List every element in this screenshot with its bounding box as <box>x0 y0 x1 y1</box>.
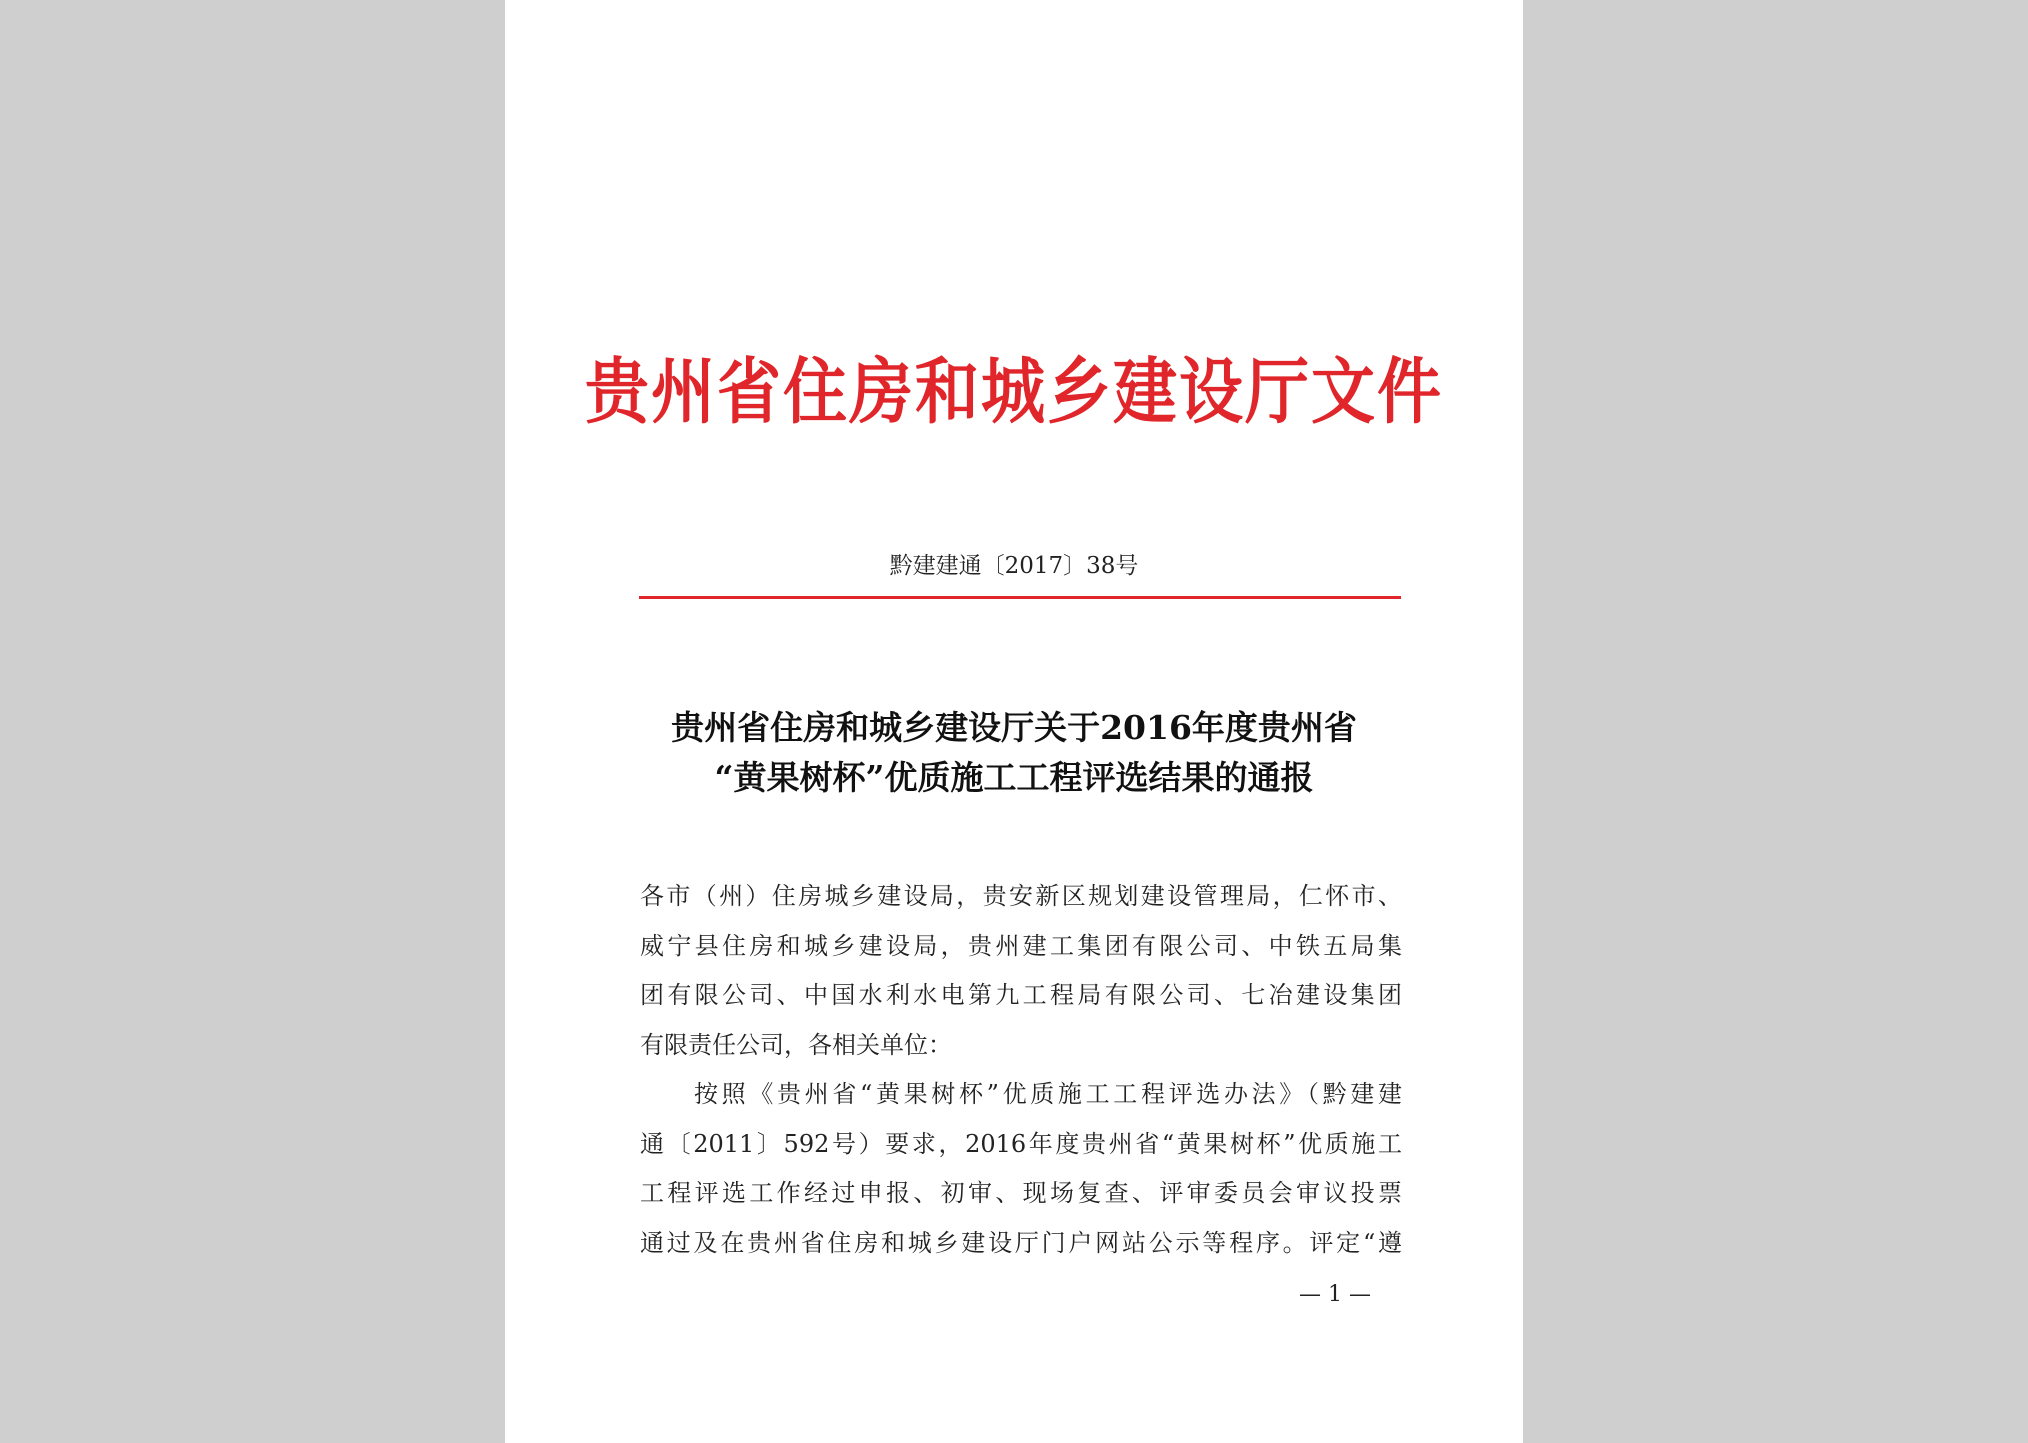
document-number: 黔建建通〔2017〕38号 <box>889 553 1139 579</box>
title-line: “黄果树杯”优质施工工程评选结果的通报 <box>714 758 1314 797</box>
red-divider <box>639 596 1401 599</box>
body-line: 威宁县住房和城乡建设局，贵州建工集团有限公司、中铁五局集 <box>640 931 1402 960</box>
title-line: 贵州省住房和城乡建设厅关于2016年度贵州省 <box>671 708 1357 747</box>
body-line: 团有限公司、中国水利水电第九工程局有限公司、七冶建设集团 <box>640 981 1402 1009</box>
body-line: 有限责任公司，各相关单位： <box>640 1030 952 1059</box>
page-number: — 1 — <box>1299 1282 1371 1307</box>
document-title <box>505 703 1523 803</box>
body-line: 工程评选工作经过申报、初审、现场复查、评审委员会审议投票 <box>640 1179 1402 1207</box>
header-title: 贵州省住房和城乡建设厅文件 <box>585 351 1443 435</box>
body-line: 按照《贵州省“黄果树杯”优质施工工程评选办法》（黔建建 <box>694 1080 1402 1108</box>
body-line: 各市（州）住房城乡建设局，贵安新区规划建设管理局，仁怀市、 <box>640 882 1402 910</box>
document-page <box>505 0 1523 1443</box>
body-line: 通过及在贵州省住房和城乡建设厅门户网站公示等程序。评定“遵 <box>640 1228 1402 1257</box>
body-text <box>640 872 1402 1268</box>
body-line: 通〔2011〕592号）要求，2016年度贵州省“黄果树杯”优质施工 <box>640 1129 1402 1158</box>
